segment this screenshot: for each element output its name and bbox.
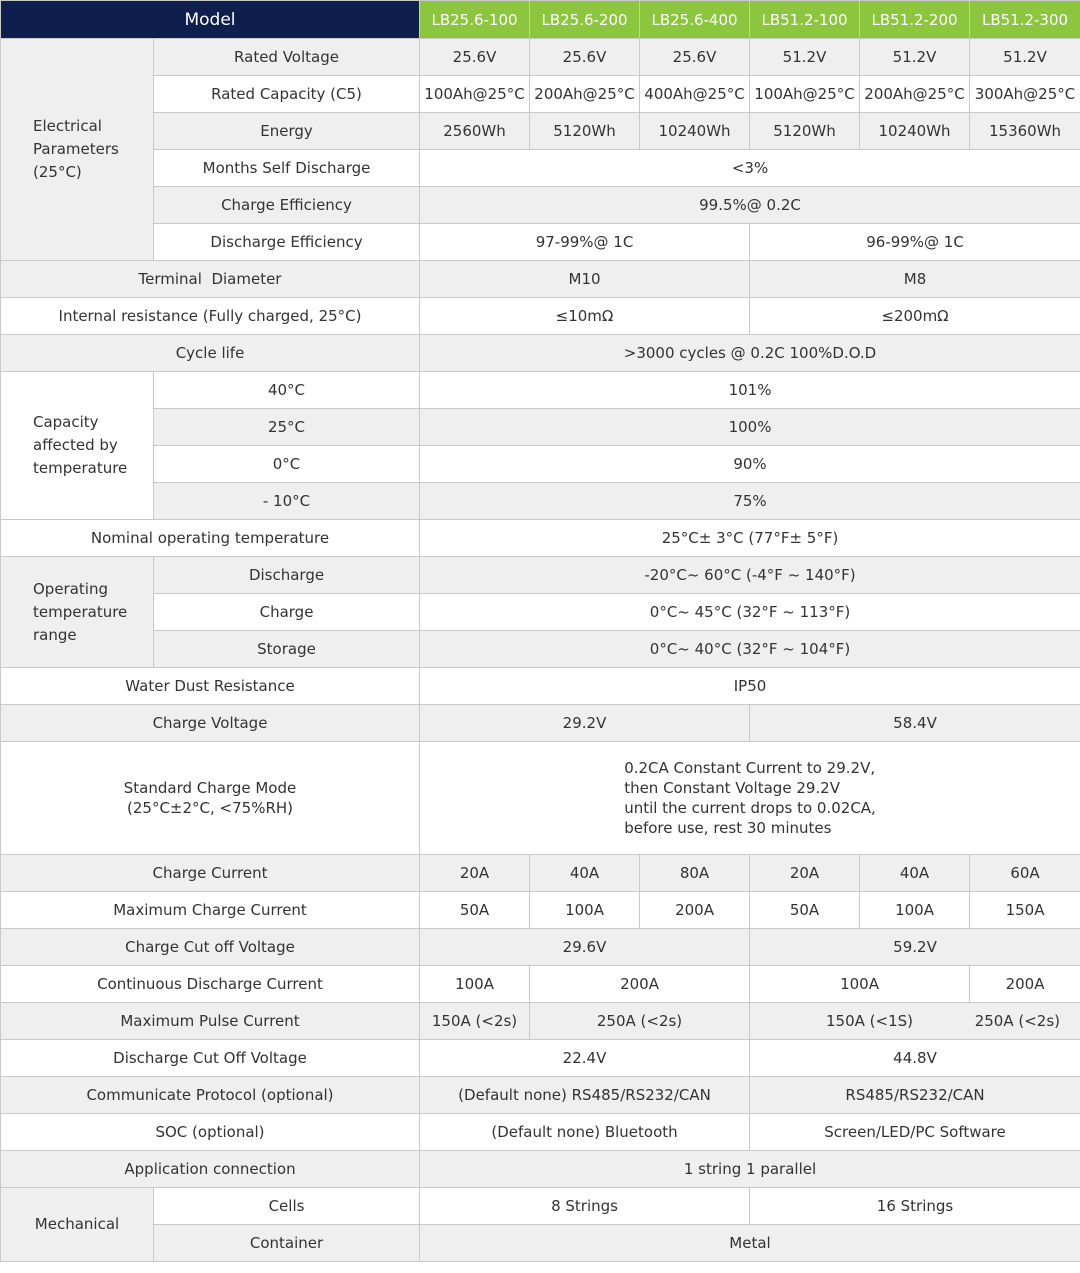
spec-row-capacity-0c [1, 446, 1080, 483]
cell-value: IP50 [420, 668, 1080, 705]
cell-value: >3000 cycles @ 0.2C 100%D.O.D [420, 335, 1080, 372]
charge-mode-line: 0.2CA Constant Current to 29.2V, [624, 759, 876, 777]
model-name: LB51.2-100 [750, 1, 860, 39]
cell-value [420, 742, 1080, 855]
cell-value: 29.2V [420, 705, 750, 742]
cell-value: 25.6V [420, 39, 530, 76]
cell-value: 0°C~ 45°C (32°F ~ 113°F) [420, 594, 1080, 631]
model-name: LB51.2-200 [860, 1, 970, 39]
cell-value: 25°C± 3°C (77°F± 5°F) [420, 520, 1080, 557]
cell-value: 100A [530, 892, 640, 929]
cell-value: M8 [750, 261, 1080, 298]
charge-mode-line: until the current drops to 0.02CA, [624, 799, 876, 817]
spec-row-protocol [1, 1077, 1080, 1114]
cell-value: 100A [420, 966, 530, 1003]
row-label: Charge Current [1, 855, 420, 892]
spec-row-operating-discharge [1, 557, 1080, 594]
spec-row-max-charge-current [1, 892, 1080, 929]
cell-value: 200A [530, 966, 750, 1003]
row-label: SOC (optional) [1, 1114, 420, 1151]
row-label: Nominal operating temperature [1, 520, 420, 557]
cell-value: 0°C~ 40°C (32°F ~ 104°F) [420, 631, 1080, 668]
cell-value: 40A [530, 855, 640, 892]
cell-value: 5120Wh [750, 113, 860, 150]
cell-value: M10 [420, 261, 750, 298]
spec-row-application [1, 1151, 1080, 1188]
row-label: 0°C [154, 446, 420, 483]
cell-value: 51.2V [970, 39, 1080, 76]
spec-row-cells [1, 1188, 1080, 1225]
spec-row-water-dust [1, 668, 1080, 705]
spec-row-rated-voltage [1, 39, 1080, 76]
pulse-value: 250A (<2s) [974, 1012, 1061, 1030]
group-label-electrical [1, 39, 154, 261]
spec-row-charge-voltage [1, 705, 1080, 742]
row-label: Maximum Pulse Current [1, 1003, 420, 1040]
cell-value: 50A [750, 892, 860, 929]
cell-value: 5120Wh [530, 113, 640, 150]
spec-row-capacity-25c [1, 409, 1080, 446]
model-name: LB51.2-300 [970, 1, 1080, 39]
row-label: Discharge Cut Off Voltage [1, 1040, 420, 1077]
group-label-line: temperature [33, 459, 128, 477]
row-label: Discharge Efficiency [154, 224, 420, 261]
cell-value: 100% [420, 409, 1080, 446]
cell-value: 1 string 1 parallel [420, 1151, 1080, 1188]
group-label-capacity-temperature [1, 372, 154, 520]
header-row [1, 1, 1080, 39]
model-name: LB25.6-400 [640, 1, 750, 39]
spec-row-self-discharge [1, 150, 1080, 187]
group-label-line: (25°C) [33, 163, 82, 181]
row-label: Charge Voltage [1, 705, 420, 742]
group-label-line: Electrical [33, 117, 102, 135]
group-label-line: temperature [33, 602, 128, 621]
group-label-operating-range [1, 557, 154, 668]
row-label: Rated Capacity (C5) [154, 76, 420, 113]
group-label-line: range [33, 625, 77, 644]
cell-value: 20A [420, 855, 530, 892]
cell-value: 99.5%@ 0.2C [420, 187, 1080, 224]
cell-value: 60A [970, 855, 1080, 892]
spec-row-capacity-40c [1, 372, 1080, 409]
cell-value: 22.4V [420, 1040, 750, 1077]
row-label: Storage [154, 631, 420, 668]
spec-row-cycle-life [1, 335, 1080, 372]
cell-value: (Default none) RS485/RS232/CAN [420, 1077, 750, 1114]
cell-value: 75% [420, 483, 1080, 520]
cell-value: 200Ah@25°C [530, 76, 640, 113]
spec-row-charge-cutoff [1, 929, 1080, 966]
cell-value: 400Ah@25°C [640, 76, 750, 113]
cell-value: (Default none) Bluetooth [420, 1114, 750, 1151]
row-label: Container [154, 1225, 420, 1262]
spec-row-container [1, 1225, 1080, 1262]
cell-value: 10240Wh [640, 113, 750, 150]
spec-row-charge-current [1, 855, 1080, 892]
cell-value: 25.6V [640, 39, 750, 76]
cell-value: 100Ah@25°C [750, 76, 860, 113]
cell-value: ≤200mΩ [750, 298, 1080, 335]
row-label: Terminal Diameter [1, 261, 420, 298]
cell-value: RS485/RS232/CAN [750, 1077, 1080, 1114]
row-label: Cycle life [1, 335, 420, 372]
spec-row-operating-storage [1, 631, 1080, 668]
spec-row-nominal-temperature [1, 520, 1080, 557]
cell-value: ≤10mΩ [420, 298, 750, 335]
cell-value: 20A [750, 855, 860, 892]
spec-row-charge-efficiency [1, 187, 1080, 224]
cell-value: 51.2V [750, 39, 860, 76]
spec-row-continuous-discharge [1, 966, 1080, 1003]
spec-row-internal-resistance [1, 298, 1080, 335]
group-label-mechanical: Mechanical [1, 1188, 154, 1262]
spec-row-standard-charge-mode [1, 742, 1080, 855]
model-label: Model [1, 1, 420, 39]
pulse-value: 150A (<1S) [826, 1012, 914, 1030]
cell-value: 150A (<2s) [420, 1003, 530, 1040]
cell-value: <3% [420, 150, 1080, 187]
cell-value: 29.6V [420, 929, 750, 966]
row-label: - 10°C [154, 483, 420, 520]
cell-value: 16 Strings [750, 1188, 1080, 1225]
cell-value: 300Ah@25°C [970, 76, 1080, 113]
row-label: Cells [154, 1188, 420, 1225]
charge-mode-line: before use, rest 30 minutes [624, 819, 832, 837]
model-name: LB25.6-200 [530, 1, 640, 39]
cell-value: 100A [860, 892, 970, 929]
spec-row-soc [1, 1114, 1080, 1151]
cell-value: 51.2V [860, 39, 970, 76]
cell-value: 100Ah@25°C [420, 76, 530, 113]
row-label-line: Standard Charge Mode [123, 779, 297, 797]
cell-value [750, 1003, 1080, 1040]
row-label: Charge Efficiency [154, 187, 420, 224]
cell-value: 200A [970, 966, 1080, 1003]
cell-value: Screen/LED/PC Software [750, 1114, 1080, 1151]
cell-value: 44.8V [750, 1040, 1080, 1077]
row-label-line: (25°C±2°C, <75%RH) [127, 799, 293, 817]
spec-row-operating-charge [1, 594, 1080, 631]
row-label: Energy [154, 113, 420, 150]
cell-value: 10240Wh [860, 113, 970, 150]
row-label: Communicate Protocol (optional) [1, 1077, 420, 1114]
cell-value: 25.6V [530, 39, 640, 76]
cell-value: 80A [640, 855, 750, 892]
row-label [1, 742, 420, 855]
model-name: LB25.6-100 [420, 1, 530, 39]
charge-mode-line: then Constant Voltage 29.2V [624, 779, 840, 797]
spec-row-capacity-minus10c [1, 483, 1080, 520]
cell-value: 8 Strings [420, 1188, 750, 1225]
group-label-line: Operating [33, 579, 108, 598]
cell-value: -20°C~ 60°C (-4°F ~ 140°F) [420, 557, 1080, 594]
charge-mode-text [624, 758, 876, 838]
group-label-line: Parameters [33, 140, 119, 158]
row-label: Water Dust Resistance [1, 668, 420, 705]
cell-value: 200Ah@25°C [860, 76, 970, 113]
cell-value: 250A (<2s) [530, 1003, 750, 1040]
spec-row-energy [1, 113, 1080, 150]
spec-row-max-pulse [1, 1003, 1080, 1040]
row-label: 25°C [154, 409, 420, 446]
row-label: Maximum Charge Current [1, 892, 420, 929]
row-label: Months Self Discharge [154, 150, 420, 187]
row-label: Charge Cut off Voltage [1, 929, 420, 966]
cell-value: 97-99%@ 1C [420, 224, 750, 261]
cell-value: 90% [420, 446, 1080, 483]
row-label: Internal resistance (Fully charged, 25°C) [1, 298, 420, 335]
cell-value: 2560Wh [420, 113, 530, 150]
group-label-line: Capacity [33, 413, 99, 431]
cell-value: 40A [860, 855, 970, 892]
spec-row-discharge-cutoff [1, 1040, 1080, 1077]
cell-value: 59.2V [750, 929, 1080, 966]
cell-value: 96-99%@ 1C [750, 224, 1080, 261]
row-label: Continuous Discharge Current [1, 966, 420, 1003]
cell-value: 100A [750, 966, 970, 1003]
group-label-line: affected by [33, 436, 118, 454]
cell-value: 15360Wh [970, 113, 1080, 150]
row-label: Discharge [154, 557, 420, 594]
spec-row-discharge-efficiency [1, 224, 1080, 261]
cell-value: 58.4V [750, 705, 1080, 742]
cell-value: 101% [420, 372, 1080, 409]
cell-value: Metal [420, 1225, 1080, 1262]
cell-value: 50A [420, 892, 530, 929]
cell-value: 150A [970, 892, 1080, 929]
cell-value: 200A [640, 892, 750, 929]
spec-row-terminal-diameter [1, 261, 1080, 298]
row-label: Rated Voltage [154, 39, 420, 76]
spec-row-rated-capacity [1, 76, 1080, 113]
row-label: Application connection [1, 1151, 420, 1188]
row-label: 40°C [154, 372, 420, 409]
row-label: Charge [154, 594, 420, 631]
